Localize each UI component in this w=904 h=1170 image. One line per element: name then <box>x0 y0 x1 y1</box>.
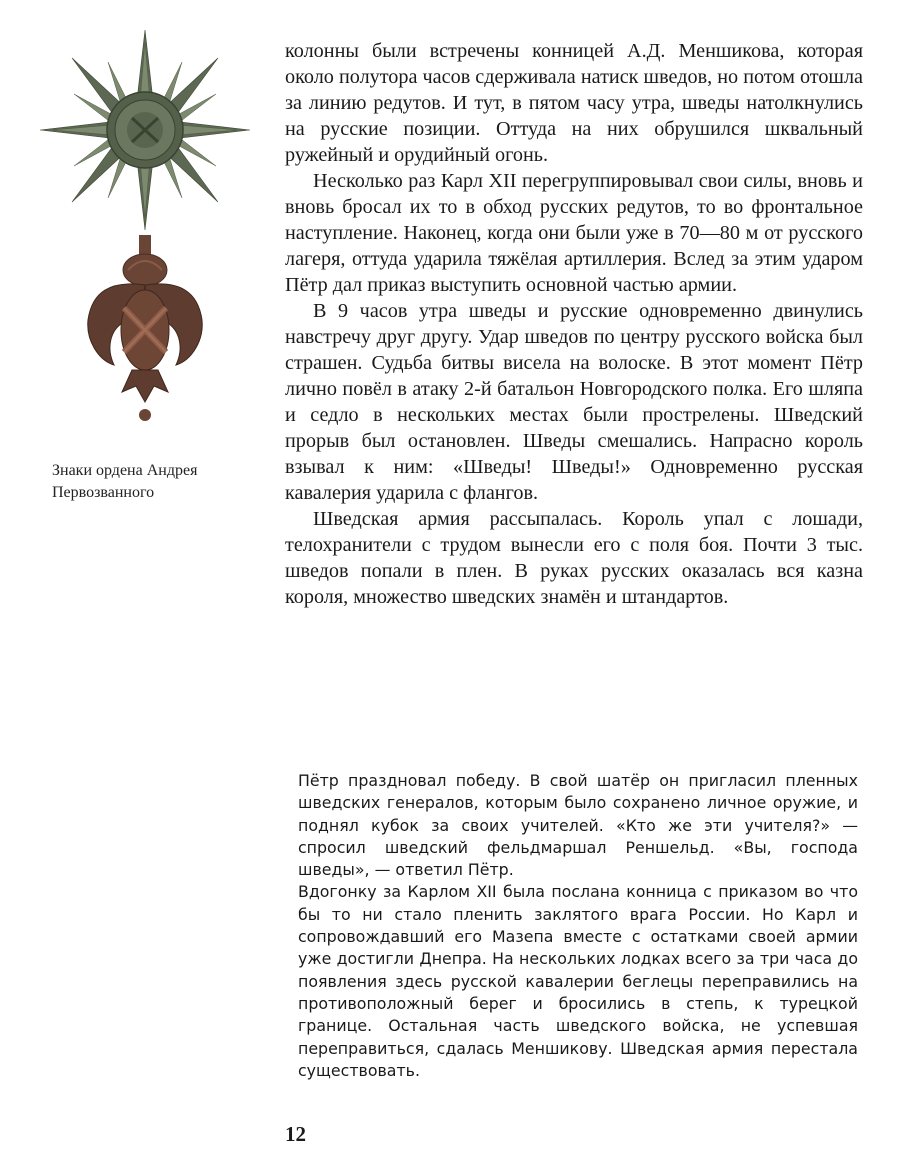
order-star-icon <box>40 30 250 230</box>
aside-text <box>298 770 858 1082</box>
aside-paragraph: Пётр праздновал победу. В свой шатёр он пригласил пленных шведских генералов, которым было сохранено личное оружие, и поднял кубок за своих учителей. «Кто же эти учителя?» — спросил шведский фельдмаршал Реншельд. «Вы, господа шведы», — ответил Пётр. <box>298 771 858 880</box>
order-of-st-andrew-illustration <box>40 30 250 430</box>
paragraph: колонны были встречены конницей А.Д. Меншикова, которая около полутора часов сдерживала натиск шведов, но потом отошла за линию редутов. И тут, в пятом часу утра, шведы натолкнулись на русские позиции. Оттуда на них обрушился шквальный ружейный и орудийный огонь. <box>285 40 863 166</box>
paragraph: Шведская армия рассыпалась. Король упал с лошади, телохранители с трудом вынесли его с поля боя. Почти 3 тыс. шведов попали в плен. В руках русских оказалась вся казна короля, множество шведских знамён и штандартов. <box>285 508 863 608</box>
caption-line: Знаки ордена Андрея <box>52 462 198 479</box>
paragraph: Несколько раз Карл XII перегруппировывал свои силы, вновь и вновь бросал их то в обход русских редутов, то во фронтальное наступление. Наконец, когда они были уже в 70—80 м от русского лагеря, оттуда ударила тяжёлая артиллерия. Вслед за этим ударом Пётр дал приказ выступить основной частью армии. <box>285 170 863 296</box>
illustration-caption <box>52 460 262 504</box>
page-number: 12 <box>285 1122 306 1146</box>
aside-paragraph: Вдогонку за Карлом XII была послана конница с приказом во что бы то ни стало пленить заклятого врага России. Но Карл и сопровождавший его Мазепа вместе с остатками своей армии уже достигли Днепра. На нескольких лодках всего за три часа до появления здесь русской кавалерии беглецы переправились на противоположный берег и бросились в степь, к турецкой границе. Остальная часть шведского войска, не успевшая переправиться, сдалась Меншикову. Шведская армия перестала существовать. <box>298 882 858 1080</box>
paragraph: В 9 часов утра шведы и русские одновременно двинулись навстречу друг другу. Удар шведов по центру русского войска был страшен. Судьба битвы висела на волоске. В этот момент Пётр лично повёл в атаку 2-й батальон Новгородского полка. Его шляпа и седло в нескольких местах были прострелены. Шведский прорыв был остановлен. Шведы смешались. Напрасно король взывал к ним: «Шведы! Шведы!» Одновременно русская кавалерия ударила с флангов. <box>285 300 863 504</box>
main-text <box>285 38 863 610</box>
caption-line: Первозванного <box>52 484 155 501</box>
order-badge-icon <box>88 235 202 421</box>
